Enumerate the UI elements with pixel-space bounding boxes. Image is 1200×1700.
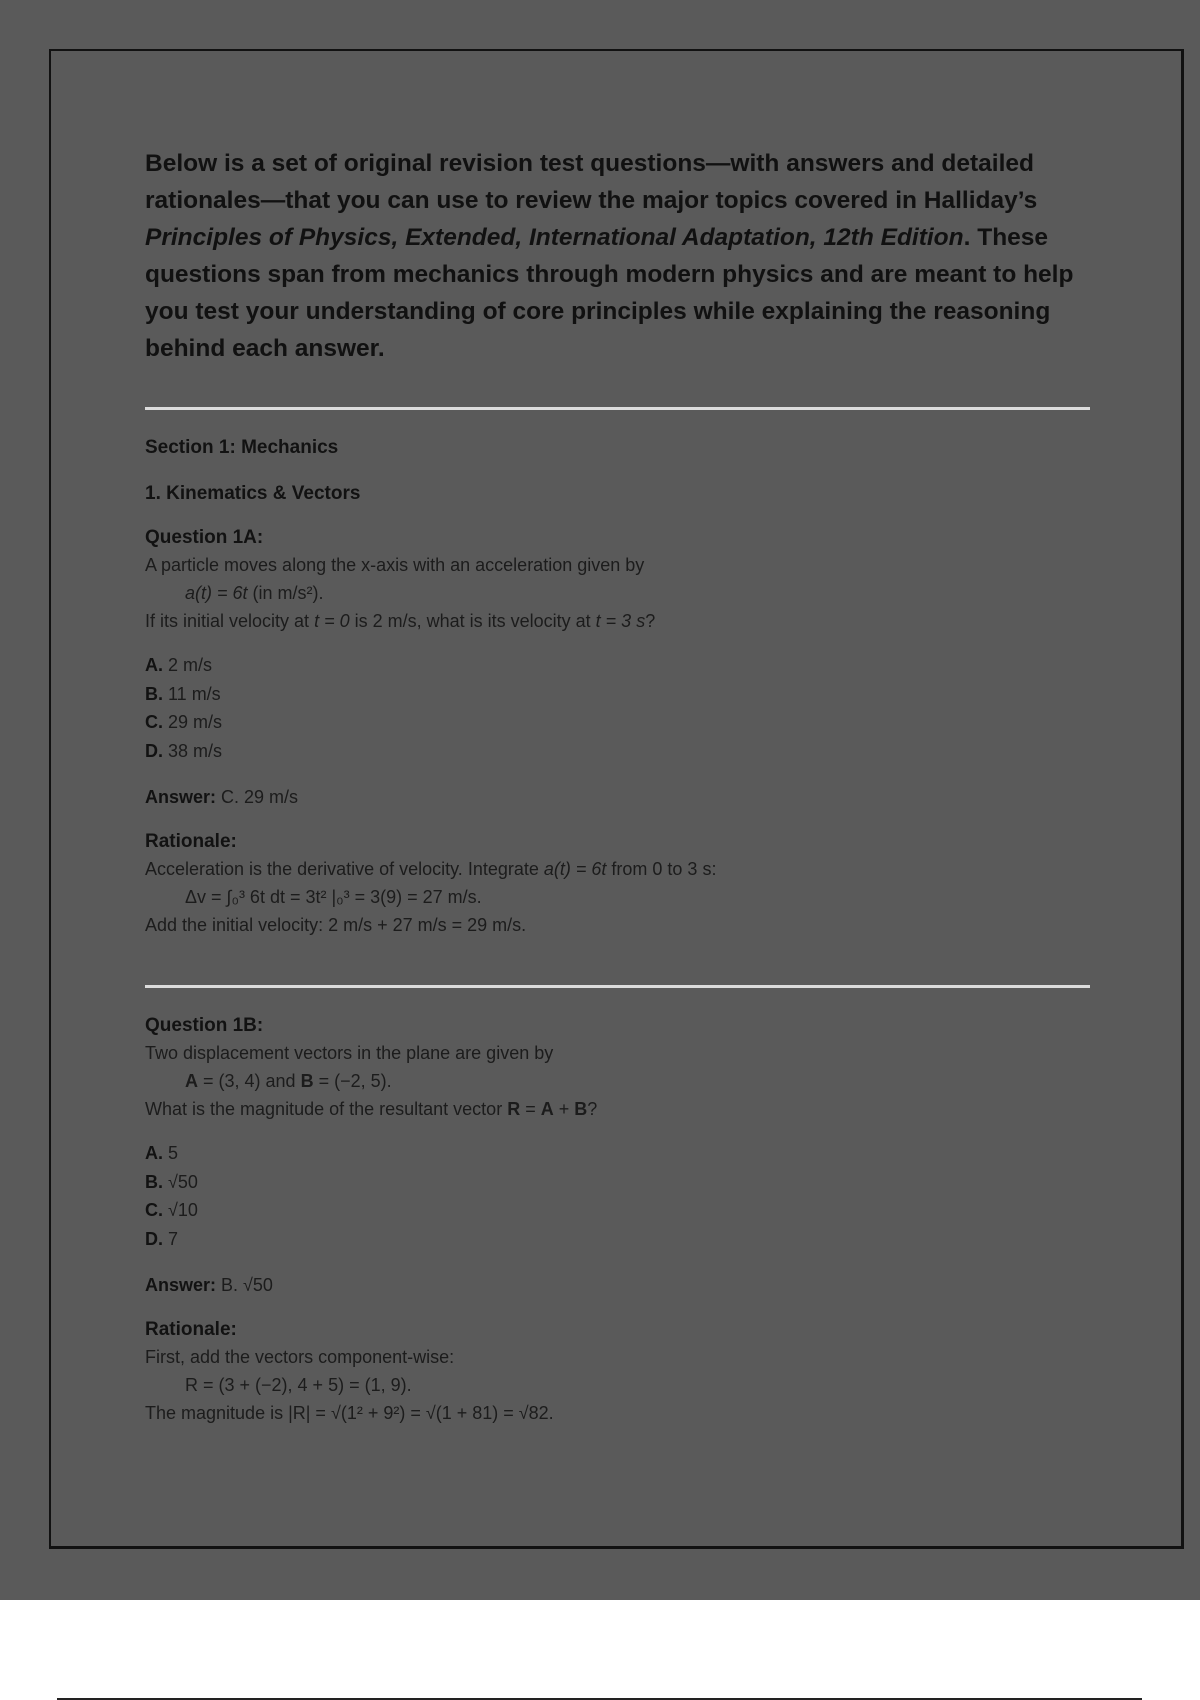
intro-paragraph <box>145 145 1090 367</box>
section-title: Section 1: Mechanics <box>145 437 339 458</box>
text: + <box>553 1099 575 1119</box>
math-t0: t = 0 <box>314 611 350 631</box>
vector-r: R <box>507 1099 521 1119</box>
option-b <box>145 680 1090 709</box>
rationale-line-3: Add the initial velocity: 2 m/s + 27 m/s = 29 m/s. <box>145 915 527 935</box>
answer-text: C. 29 m/s <box>216 787 299 807</box>
option-letter: B. <box>145 683 163 704</box>
rationale-line-2: Δv = ∫₀³ 6t dt = 3t² |₀³ = 3(9) = 27 m/s. <box>185 887 482 907</box>
answer-label: Answer: <box>145 787 217 807</box>
option-text: 38 m/s <box>163 740 223 761</box>
question-1a-formula <box>145 579 1090 607</box>
text: ? <box>645 611 656 631</box>
subsection-title: 1. Kinematics & Vectors <box>145 483 361 504</box>
question-1a-line-1: A particle moves along the x-axis with an acceleration given by <box>145 555 645 575</box>
question-1b-line-1: Two displacement vectors in the plane are given by <box>145 1043 554 1063</box>
vector-b: B <box>300 1071 314 1091</box>
text: is 2 m/s, what is its velocity at <box>349 611 596 631</box>
question-1b-line-3 <box>145 1095 1090 1123</box>
option-d <box>145 737 1090 766</box>
option-letter: D. <box>145 740 163 761</box>
intro-text-2: . These questions span from mechanics through modern physics and are meant to help you test your understanding of core principles while explaining the reasoning behind each answer. <box>145 224 1074 362</box>
option-a <box>145 1139 1090 1168</box>
divider <box>145 407 1090 410</box>
option-text: 2 m/s <box>163 655 213 675</box>
option-text: 5 <box>163 1143 179 1163</box>
vector-b: B <box>574 1099 588 1119</box>
option-text: √10 <box>163 1200 198 1220</box>
vector-a: A <box>540 1099 554 1119</box>
option-letter: C. <box>145 1200 163 1220</box>
divider <box>145 985 1090 988</box>
question-1b-options <box>145 1139 1090 1253</box>
option-text: 11 m/s <box>163 683 221 704</box>
vector-a: A <box>185 1071 198 1091</box>
question-1b-vectors <box>145 1067 1090 1095</box>
option-letter: C. <box>145 712 163 732</box>
intro-text-1: Below is a set of original revision test questions—with answers and detailed rationales—that you can use to review the major topics covered in Halliday’s <box>145 150 1038 214</box>
text: = <box>520 1099 541 1119</box>
option-letter: A. <box>145 655 163 675</box>
text: = (−2, 5). <box>313 1071 392 1091</box>
text: What is the magnitude of the resultant vector <box>145 1099 508 1119</box>
text: ? <box>587 1099 598 1119</box>
text: from 0 to 3 s: <box>606 859 717 879</box>
question-1a-options <box>145 651 1090 765</box>
formula-unit: (in m/s²). <box>247 583 324 603</box>
document-content <box>145 145 1090 1427</box>
option-text: √50 <box>163 1171 198 1192</box>
formula: a(t) = 6t <box>185 583 248 603</box>
option-letter: A. <box>145 1143 163 1163</box>
option-c <box>145 708 1090 737</box>
question-1b-rationale-heading: Rationale: <box>145 1319 237 1340</box>
rationale-line-1 <box>145 855 1090 883</box>
answer-text: B. √50 <box>216 1275 273 1295</box>
question-1b-answer <box>145 1271 1090 1299</box>
text: = (3, 4) and <box>198 1071 301 1091</box>
rationale-line-3: The magnitude is |R| = √(1² + 9²) = √(1 + 81) = √82. <box>145 1403 554 1423</box>
text: If its initial velocity at <box>145 611 315 631</box>
book-title: Principles of Physics, Extended, International Adaptation, 12th Edition <box>145 224 964 251</box>
option-d <box>145 1225 1090 1254</box>
rationale-line-2: R = (3 + (−2), 4 + 5) = (1, 9). <box>185 1375 412 1395</box>
option-letter: B. <box>145 1171 163 1192</box>
answer-label: Answer: <box>145 1275 217 1295</box>
option-text: 7 <box>163 1228 179 1249</box>
question-1b-heading: Question 1B: <box>145 1015 264 1036</box>
option-b <box>145 1168 1090 1197</box>
question-1a-answer <box>145 783 1090 811</box>
math-t3: t = 3 s <box>595 611 646 631</box>
formula: a(t) = 6t <box>543 859 607 879</box>
question-1a-line-3 <box>145 607 1090 635</box>
rationale-line-1: First, add the vectors component-wise: <box>145 1347 455 1367</box>
option-text: 29 m/s <box>163 712 223 732</box>
question-1a-heading: Question 1A: <box>145 527 264 548</box>
question-1a-rationale-heading: Rationale: <box>145 831 237 852</box>
option-c <box>145 1196 1090 1225</box>
option-letter: D. <box>145 1228 163 1249</box>
option-a <box>145 651 1090 680</box>
text: Acceleration is the derivative of velocity. Integrate <box>145 859 544 879</box>
